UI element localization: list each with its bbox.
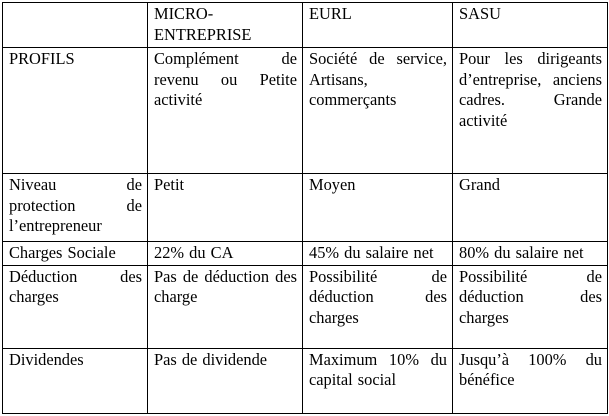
data-cell: Possibilité de déduction des charges [453, 265, 608, 348]
row-label-cell: Charges Sociale [3, 242, 148, 266]
comparison-table [2, 2, 608, 414]
row-label-cell: Dividendes [3, 348, 148, 413]
header-row [3, 3, 608, 48]
table-row [3, 265, 608, 348]
data-cell: Complément de revenu ou Petite activité [148, 48, 303, 174]
data-cell: Pas de dividende [148, 348, 303, 413]
table-row [3, 348, 608, 413]
data-cell: Jusqu’à 100% du bénéfice [453, 348, 608, 413]
data-cell: Société de service, Artisans, commerçants [303, 48, 453, 174]
data-cell: 22% du CA [148, 242, 303, 266]
row-label-cell: Niveau de protection de l’entrepreneur [3, 174, 148, 242]
row-label-cell: PROFILS [3, 48, 148, 174]
data-cell: 80% du salaire net [453, 242, 608, 266]
header-cell-eurl: EURL [303, 3, 453, 48]
data-cell: Possibilité de déduction des charges [303, 265, 453, 348]
data-cell: Maximum 10% du capital social [303, 348, 453, 413]
data-cell: Pas de déduction des charge [148, 265, 303, 348]
data-cell: Pour les dirigeants d’entreprise, anciens cadres. Grande activité [453, 48, 608, 174]
table-body [3, 48, 608, 414]
data-cell: Moyen [303, 174, 453, 242]
data-cell: Petit [148, 174, 303, 242]
table-row [3, 174, 608, 242]
data-cell: Grand [453, 174, 608, 242]
header-cell-sasu: SASU [453, 3, 608, 48]
header-cell-micro-entreprise: MICRO-ENTREPRISE [148, 3, 303, 48]
table-row [3, 48, 608, 174]
table-row [3, 242, 608, 266]
header-cell-empty [3, 3, 148, 48]
data-cell: 45% du salaire net [303, 242, 453, 266]
row-label-cell: Déduction des charges [3, 265, 148, 348]
